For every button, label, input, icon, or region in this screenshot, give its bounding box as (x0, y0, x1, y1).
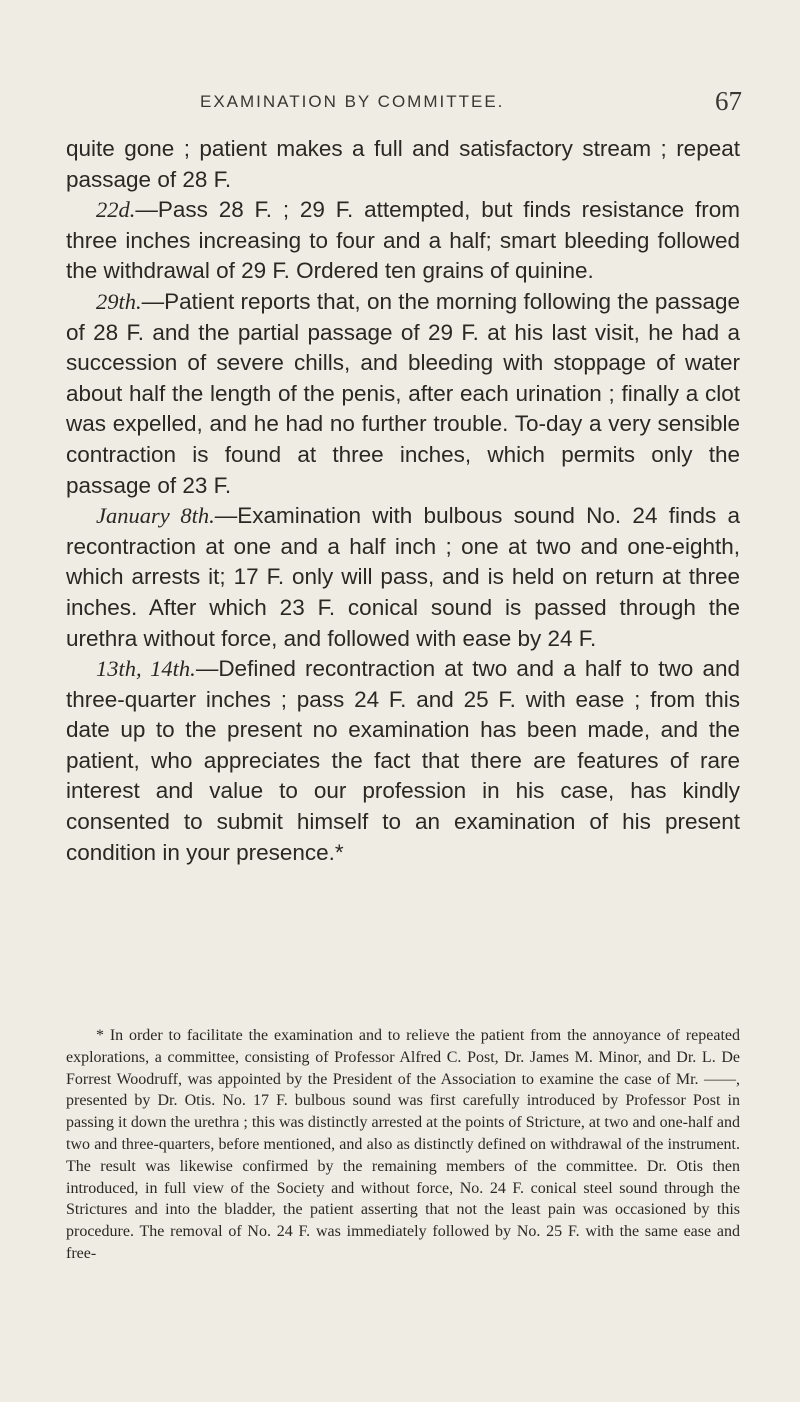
paragraph-22d (66, 195, 740, 287)
entry-date: 29th. (96, 288, 142, 314)
entry-text: —Defined recontraction at two and a half to two and three-quarter inches ; pass 24 F. and 25 F. with ease ; from this date up to the present no examination has been made, and the patient, who appreciates the fact that there are features of rare interest and value to our profession in his case, has kindly consented to submit himself to an examination of his present condition in your presence.* (66, 656, 740, 865)
entry-date: 13th, 14th. (96, 656, 196, 682)
entry-date: 22d. (96, 197, 136, 223)
entry-date: January 8th. (96, 503, 215, 529)
paragraph-29th (66, 287, 740, 501)
entry-text: —Examination with bulbous sound No. 24 finds a recontraction at one and a half inch ; one at two and one-eighth, which arrests it; 17 F. only will pass, and is held on return at three inches. After which 23 F. conical sound is passed through the urethra without force, and followed with ease by 24 F. (66, 503, 740, 651)
footnote-text: * In order to facilitate the examination and to relieve the patient from the annoyance of repeated explorations, a committee, consisting of Professor Alfred C. Post, Dr. James M. Minor, and Dr. L. De Forrest Woodruff, was appointed by the President of the Association to examine the case of Mr. ——, presented by Dr. Otis. No. 17 F. bulbous sound was first carefully introduced by Professor Post in passing it down the urethra ; this was distinctly arrested at the points of Stricture, at two and one-half and two and three-quarters, before mentioned, and also as distinctly defined on withdrawal of the instrument. The result was likewise confirmed by the remaining members of the committee. Dr. Otis then introduced, in full view of the Society and without force, No. 24 F. conical steel sound through the Strictures and into the bladder, the patient asserting that not the least pain was occasioned by this procedure. The removal of No. 24 F. was immediately followed by No. 25 F. with the same ease and free- (66, 1027, 740, 1262)
paragraph-13th-14th (66, 654, 740, 868)
page-header (0, 86, 800, 122)
paragraph-continuation: quite gone ; patient makes a full and satisfactory stream ; repeat passage of 28 F. (66, 136, 740, 192)
footnote (66, 1025, 740, 1265)
body-text (66, 134, 740, 868)
entry-text: —Patient reports that, on the morning following the passage of 28 F. and the partial passage of 29 F. at his last visit, he had a succession of severe chills, and bleeding with stoppage of water about half the length of the penis, after each urination ; finally a clot was expelled, and he had no further trouble. To-day a very sensible contraction is found at three inches, which permits only the passage of 23 F. (66, 288, 740, 498)
page-number: 67 (715, 86, 742, 116)
paragraph-january-8th (66, 501, 740, 654)
running-head: EXAMINATION BY COMMITTEE. (200, 92, 505, 111)
entry-text: —Pass 28 F. ; 29 F. attempted, but finds resistance from three inches increasing to four and a half; smart bleeding followed the withdrawal of 29 F. Ordered ten grains of quinine. (66, 197, 740, 284)
